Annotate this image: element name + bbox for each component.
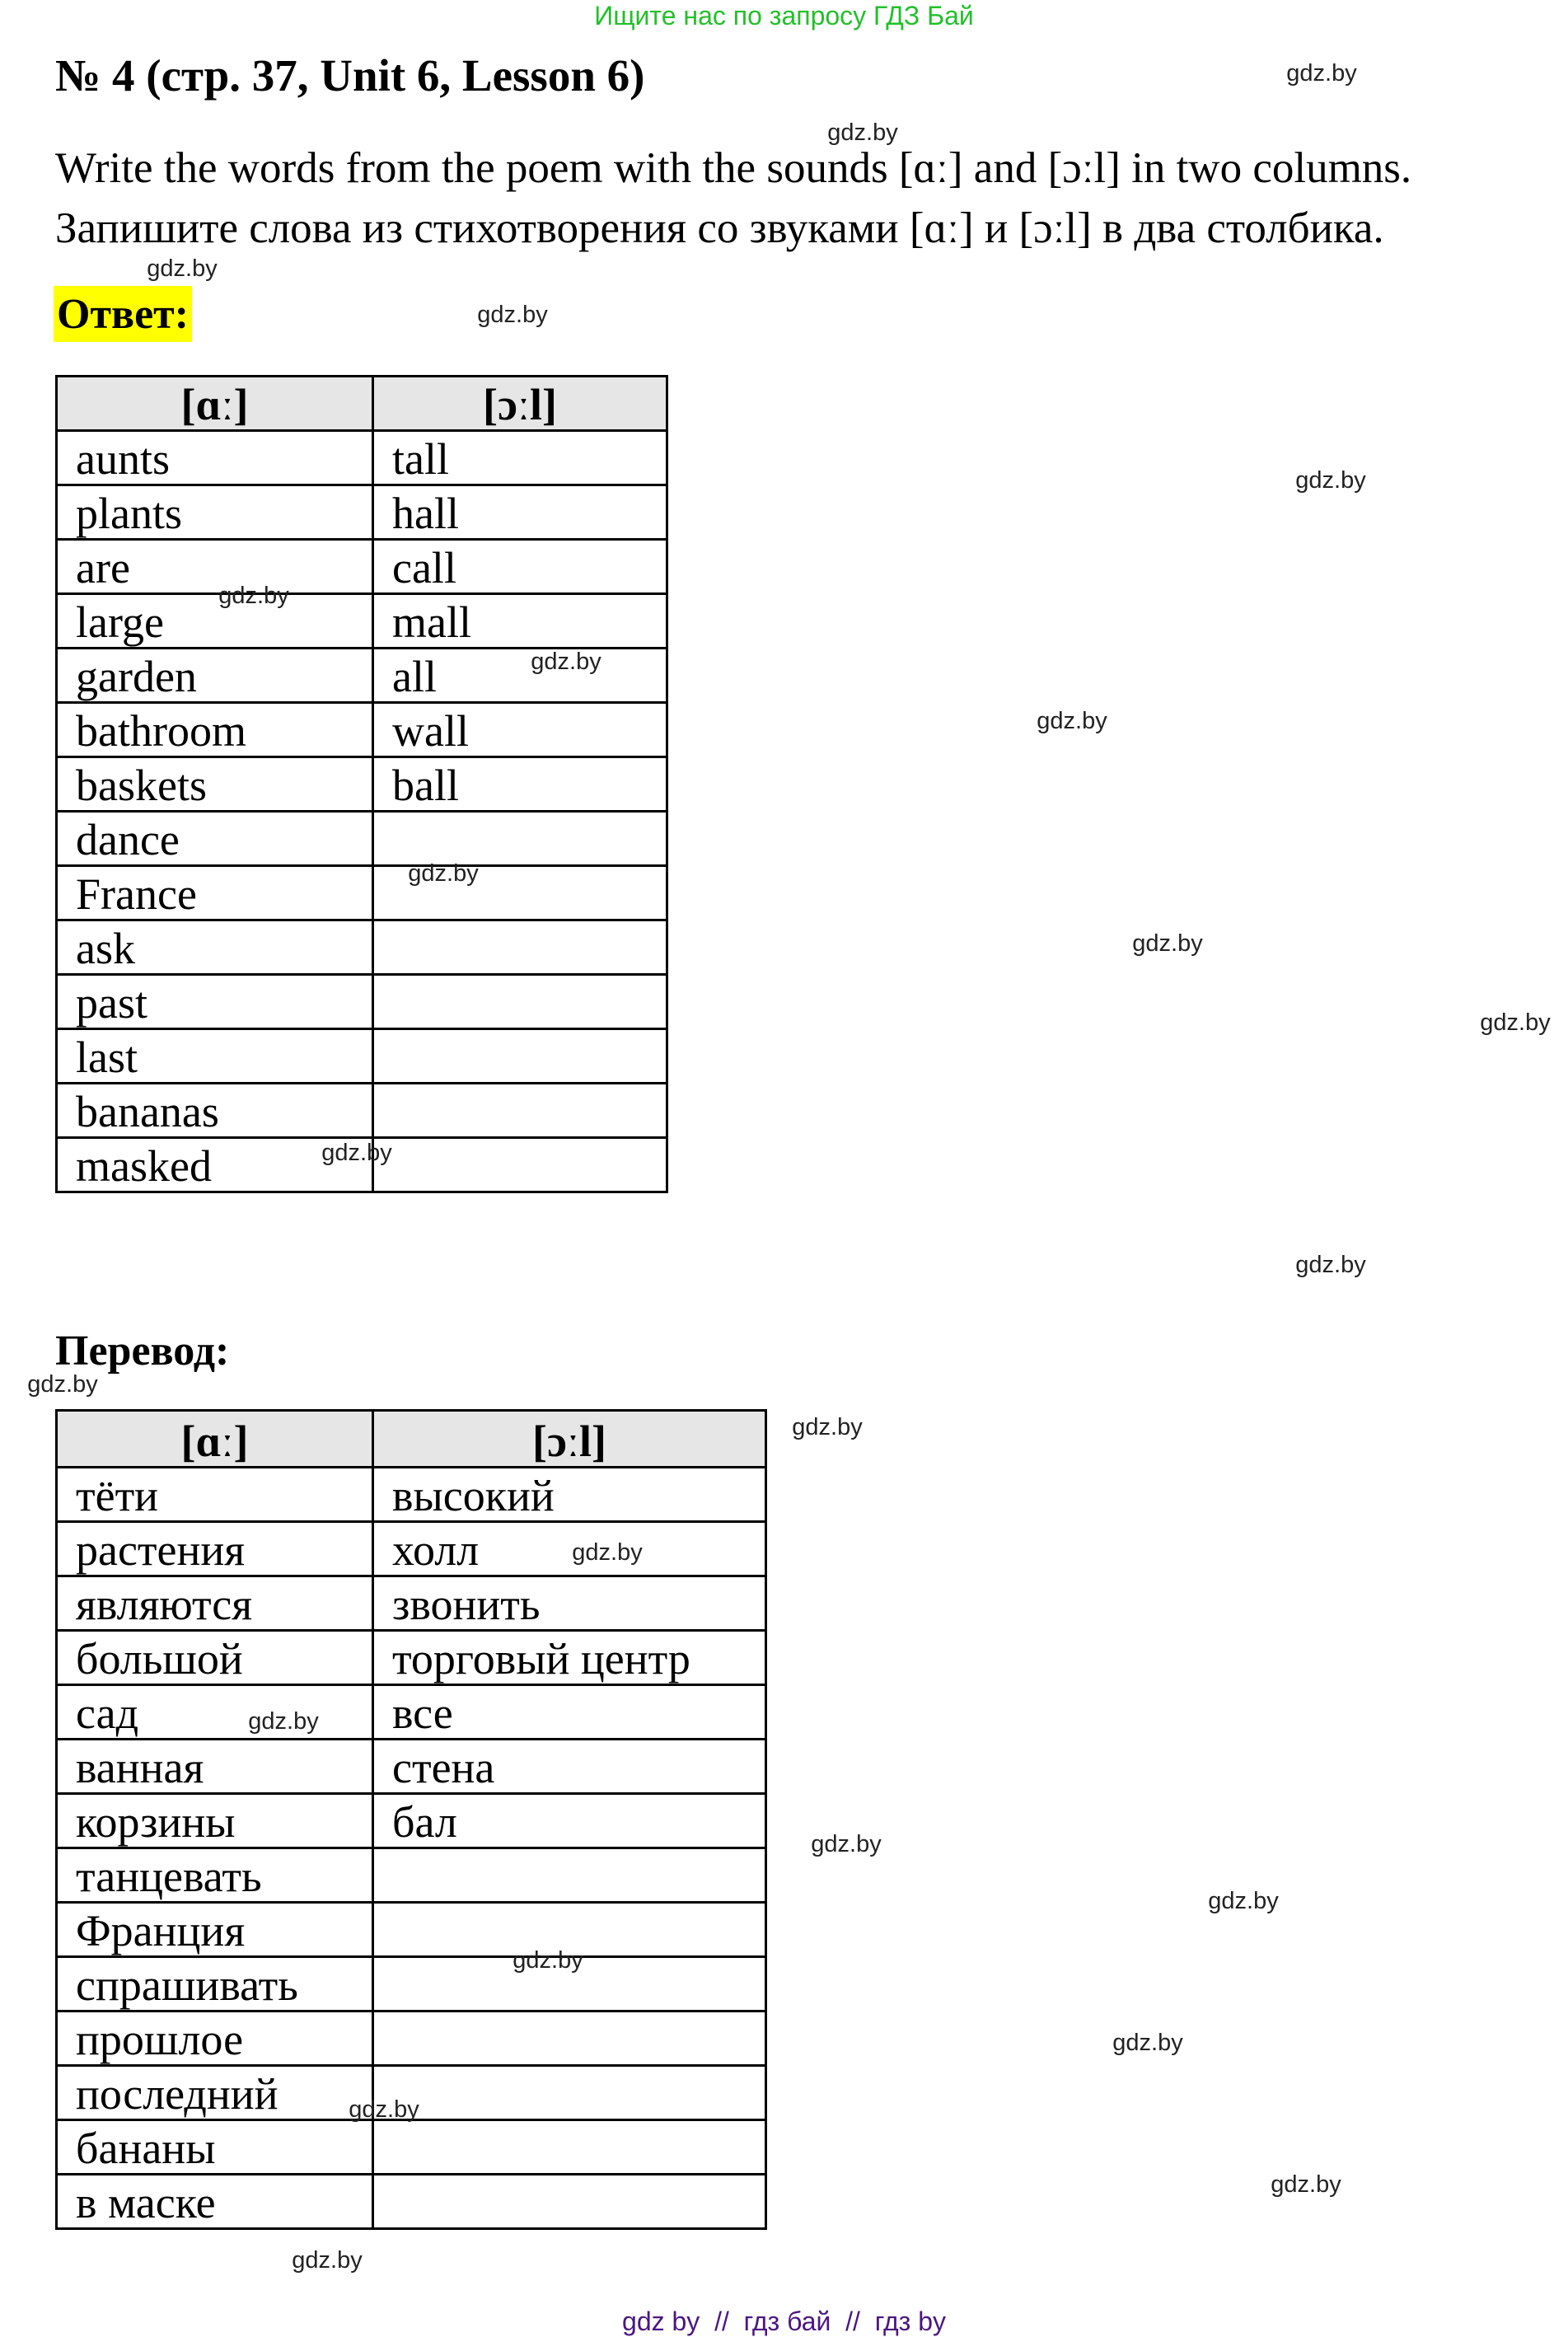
table-row: [57, 757, 667, 812]
table-row: [57, 1903, 766, 1957]
table-row: [57, 1576, 766, 1631]
cell-a: тёти: [57, 1468, 373, 1522]
answer-table: [55, 375, 668, 1193]
header-long-o-l: [ɔːl]: [373, 1411, 766, 1468]
cell-ol: [373, 2012, 766, 2066]
cell-ol: mall: [373, 594, 667, 649]
instruction-russian: Запишите слова из стихотворения со звуками [ɑː] и [ɔːl] в два столбика.: [55, 204, 1384, 252]
cell-ol: [373, 975, 667, 1029]
cell-ol: торговый центр: [373, 1631, 766, 1685]
watermark: gdz.by: [811, 1831, 882, 1857]
cell-a: растения: [57, 1522, 373, 1576]
footer-links[interactable]: gdz by // гдз бай // гдз by: [622, 2307, 946, 2336]
watermark: gdz.by: [292, 2247, 363, 2274]
table-row: [57, 1848, 766, 1903]
cell-a: last: [57, 1029, 373, 1084]
header-long-a: [ɑː]: [57, 377, 373, 431]
cell-a: aunts: [57, 431, 373, 485]
page-title: № 4 (стр. 37, Unit 6, Lesson 6): [55, 50, 645, 101]
table-header-row: [57, 1411, 766, 1468]
table-row: [57, 1029, 667, 1084]
header-long-o-l: [ɔːl]: [373, 377, 667, 431]
watermark: gdz.by: [1132, 930, 1203, 957]
watermark: gdz.by: [1037, 708, 1107, 734]
table-row: [57, 975, 667, 1029]
cell-a: корзины: [57, 1794, 373, 1848]
cell-a: large: [57, 594, 373, 649]
table-row: [57, 1138, 667, 1192]
table-row: [57, 703, 667, 757]
cell-a: Франция: [57, 1903, 373, 1957]
cell-a: past: [57, 975, 373, 1029]
cell-a: в маске: [57, 2175, 373, 2229]
cell-a: garden: [57, 649, 373, 703]
watermark: gdz.by: [513, 1947, 583, 1974]
watermark: gdz.by: [27, 1371, 98, 1398]
watermark: gdz.by: [1295, 467, 1366, 494]
table-row: [57, 1740, 766, 1794]
table-row: [57, 1522, 766, 1576]
cell-ol: стена: [373, 1740, 766, 1794]
cell-a: bathroom: [57, 703, 373, 757]
cell-ol: звонить: [373, 1576, 766, 1631]
table-row: [57, 1685, 766, 1740]
header-long-a: [ɑː]: [57, 1411, 373, 1468]
watermark: gdz.by: [1271, 2171, 1341, 2198]
cell-a: танцевать: [57, 1848, 373, 1903]
cell-ol: [373, 1848, 766, 1903]
cell-a: dance: [57, 812, 373, 866]
cell-ol: [373, 1138, 667, 1192]
cell-ol: [373, 2120, 766, 2175]
watermark: gdz.by: [1112, 2030, 1183, 2056]
instruction-english: Write the words from the poem with the sounds [ɑː] and [ɔːl] in two columns.: [55, 144, 1412, 192]
translation-label: Перевод:: [55, 1328, 230, 1375]
cell-a: ask: [57, 920, 373, 975]
table-row: [57, 2012, 766, 2066]
cell-a: прошлое: [57, 2012, 373, 2066]
cell-ol: [373, 812, 667, 866]
cell-a: являются: [57, 1576, 373, 1631]
cell-a: бананы: [57, 2120, 373, 2175]
watermark: gdz.by: [1286, 60, 1357, 87]
watermark: gdz.by: [1295, 1252, 1366, 1278]
translation-table: [55, 1409, 767, 2230]
table-row: [57, 2175, 766, 2229]
cell-ol: wall: [373, 703, 667, 757]
table-row: [57, 1794, 766, 1848]
table-row: [57, 1084, 667, 1138]
table-row: [57, 540, 667, 594]
top-search-banner[interactable]: Ищите нас по запросу ГДЗ Бай: [594, 1, 974, 30]
cell-ol: холл: [373, 1522, 766, 1576]
cell-ol: [373, 1903, 766, 1957]
cell-a: France: [57, 866, 373, 920]
table-row: [57, 812, 667, 866]
table-row: [57, 866, 667, 920]
table-row: [57, 2066, 766, 2120]
cell-ol: [373, 1029, 667, 1084]
cell-a: большой: [57, 1631, 373, 1685]
cell-a: спрашивать: [57, 1957, 373, 2012]
cell-ol: все: [373, 1685, 766, 1740]
cell-a: bananas: [57, 1084, 373, 1138]
table-row: [57, 431, 667, 485]
cell-a: masked: [57, 1138, 373, 1192]
watermark: gdz.by: [572, 1539, 643, 1566]
watermark: gdz.by: [408, 860, 479, 887]
table-row: [57, 1631, 766, 1685]
watermark: gdz.by: [349, 2096, 419, 2123]
cell-ol: all: [373, 649, 667, 703]
table-row: [57, 594, 667, 649]
cell-a: are: [57, 540, 373, 594]
cell-a: ванная: [57, 1740, 373, 1794]
cell-ol: [373, 2175, 766, 2229]
table-row: [57, 920, 667, 975]
watermark: gdz.by: [792, 1414, 863, 1440]
cell-a: plants: [57, 485, 373, 540]
cell-ol: [373, 2066, 766, 2120]
table-row: [57, 1957, 766, 2012]
watermark: gdz.by: [321, 1140, 392, 1166]
table-row: [57, 2120, 766, 2175]
cell-a: baskets: [57, 757, 373, 812]
table-row: [57, 649, 667, 703]
watermark: gdz.by: [147, 255, 218, 282]
watermark: gdz.by: [248, 1708, 319, 1735]
watermark: gdz.by: [218, 583, 289, 609]
table-row: [57, 1468, 766, 1522]
cell-ol: [373, 1084, 667, 1138]
cell-ol: [373, 1957, 766, 2012]
cell-ol: ball: [373, 757, 667, 812]
cell-a: сад: [57, 1685, 373, 1740]
cell-ol: call: [373, 540, 667, 594]
cell-ol: hall: [373, 485, 667, 540]
cell-ol: высокий: [373, 1468, 766, 1522]
watermark: gdz.by: [477, 302, 548, 328]
cell-a: последний: [57, 2066, 373, 2120]
watermark: gdz.by: [531, 649, 601, 675]
cell-ol: бал: [373, 1794, 766, 1848]
watermark: gdz.by: [1480, 1009, 1551, 1036]
table-header-row: [57, 377, 667, 431]
watermark: gdz.by: [1208, 1888, 1279, 1914]
cell-ol: [373, 920, 667, 975]
answer-label: Ответ:: [54, 286, 192, 342]
table-row: [57, 485, 667, 540]
cell-ol: tall: [373, 431, 667, 485]
cell-ol: [373, 866, 667, 920]
watermark: gdz.by: [827, 119, 898, 146]
